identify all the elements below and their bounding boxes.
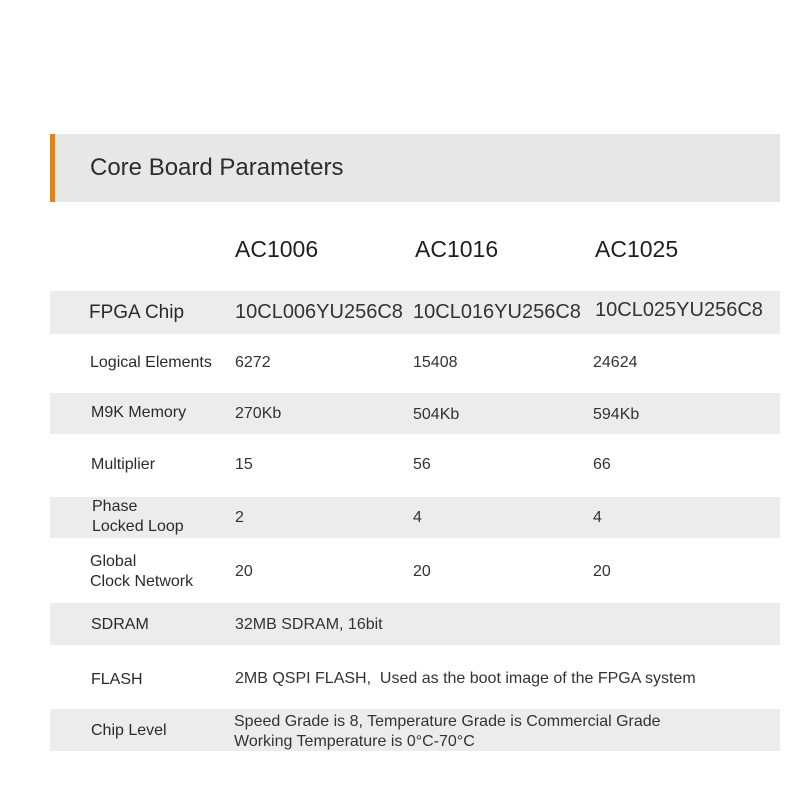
table-cell: 24624 xyxy=(593,354,638,371)
section-header xyxy=(50,134,780,202)
header-accent-bar xyxy=(50,134,55,202)
row-label-line: Phase xyxy=(92,498,138,515)
table-cell: 594Kb xyxy=(593,406,640,423)
table-cell: 270Kb xyxy=(235,405,282,422)
table-cell xyxy=(234,712,661,752)
table-cell: 4 xyxy=(593,509,602,526)
row-label-logical-elements: Logical Elements xyxy=(90,354,212,371)
table-cell: 15408 xyxy=(413,354,458,371)
row-label-multiplier: Multiplier xyxy=(91,456,156,473)
table-cell: 2MB QSPI FLASH, Used as the boot image of the FPGA system xyxy=(235,670,696,687)
column-header-ac1006: AC1006 xyxy=(235,236,319,262)
table-cell: 20 xyxy=(593,563,611,580)
row-label-line: Clock Network xyxy=(90,573,194,590)
row-label-sdram: SDRAM xyxy=(91,616,149,633)
table-cell: 10CL006YU256C8 xyxy=(235,301,403,323)
table-cell: 20 xyxy=(413,563,431,580)
table-cell: 4 xyxy=(413,509,422,526)
column-header-ac1016: AC1016 xyxy=(415,236,499,262)
table-cell: 10CL016YU256C8 xyxy=(413,301,581,323)
table-cell: 504Kb xyxy=(413,406,460,423)
section-title: Core Board Parameters xyxy=(90,154,344,181)
row-label-fpga-chip: FPGA Chip xyxy=(89,302,185,323)
row-label-m9k-memory: M9K Memory xyxy=(91,404,187,421)
column-header-ac1025: AC1025 xyxy=(595,236,679,262)
table-cell: 32MB SDRAM, 16bit xyxy=(235,616,383,633)
table-row xyxy=(50,603,780,645)
table-cell: 20 xyxy=(235,563,253,580)
cell-line: Speed Grade is 8, Temperature Grade is Commercial Grade xyxy=(234,713,661,730)
row-label-phase-locked-loop xyxy=(92,497,184,537)
table-cell: 15 xyxy=(235,456,253,473)
table-cell: 66 xyxy=(593,456,611,473)
row-label-line: Locked Loop xyxy=(92,518,184,535)
table-cell: 6272 xyxy=(235,354,271,371)
row-label-flash: FLASH xyxy=(91,671,143,688)
row-label-chip-level: Chip Level xyxy=(91,722,167,739)
table-cell: 56 xyxy=(413,456,431,473)
table-cell: 2 xyxy=(235,509,244,526)
cell-line: Working Temperature is 0°C-70°C xyxy=(234,733,475,750)
row-label-line: Global xyxy=(90,553,137,570)
table-cell: 10CL025YU256C8 xyxy=(595,299,763,321)
row-label-global-clock-network xyxy=(90,552,193,592)
